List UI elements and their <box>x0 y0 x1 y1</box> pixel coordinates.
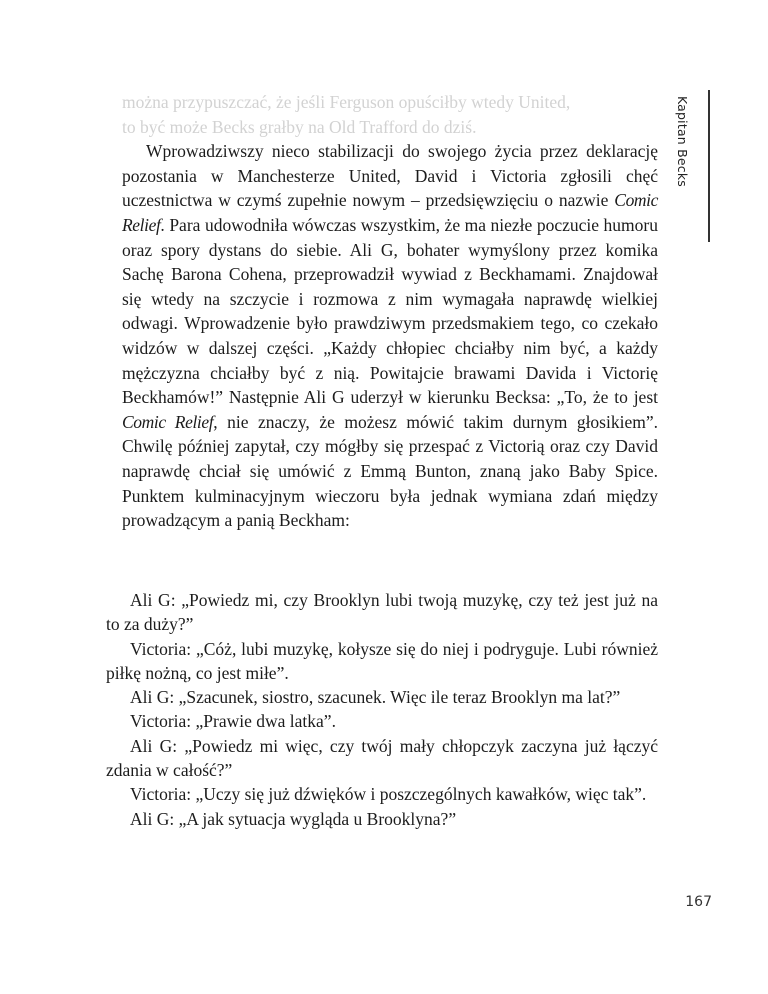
main-paragraph <box>122 139 658 533</box>
dialogue-line: Ali G: „Powiedz mi, czy Brooklyn lubi twoją muzykę, czy też jest już na to za duży?” <box>106 590 658 635</box>
running-head-rule <box>708 90 710 242</box>
faded-line-2: to być może Becks grałby na Old Trafford do dziś. <box>122 116 477 137</box>
dialogue-line: Ali G: „A jak sytuacja wygląda u Brooklyna?” <box>130 808 457 829</box>
dialogue-line: Victoria: „Cóż, lubi muzykę, kołysze się do niej i podryguje. Lubi również piłkę nożną, co jest miłe”. <box>106 638 658 683</box>
main-text <box>122 90 658 533</box>
paragraph-part-1: Wprowadziwszy nieco stabilizacji do swojego życia przez deklarację pozostania w Manchesterze United, David i Victoria zgłosili chęć uczestnictwa w czymś zupełnie nowym – przedsięwzięciu o nazwie <box>122 141 658 211</box>
paragraph-italic-title-2: Comic Relief <box>122 411 214 432</box>
dialogue-block <box>106 588 658 831</box>
dialogue-line: Victoria: „Prawie dwa latka”. <box>130 711 336 732</box>
dialogue-line: Victoria: „Uczy się już dźwięków i poszczególnych kawałków, więc tak”. <box>130 784 647 805</box>
paragraph-part-3: , nie znaczy, że możesz mówić takim durnym głosikiem”. Chwilę później zapytał, czy mógłby się przespać z Victorią oraz czy David naprawdę chciał się umówić z Emmą Bunton, znaną jako Baby Spice. Punktem kulminacyjnym wieczoru była jednak wymiana zdań między prowadzącym a panią Beckham: <box>122 411 658 531</box>
running-head-title: Kapitan Becks <box>675 96 690 187</box>
dialogue-line: Ali G: „Powiedz mi więc, czy twój mały chłopczyk zaczyna już łączyć zdania w całość?” <box>106 735 658 781</box>
paragraph-part-2: . Para udowodniła wówczas wszystkim, że ma niezłe poczucie humoru oraz spory dystans do siebie. Ali G, bohater wymyślony przez komika Sachę Barona Cohena, przeprowadził wywiad z Beckhamami. Znajdował się wtedy na szczycie i rozmowa z nim wymagała naprawdę wielkiej odwagi. Wprowadzenie było prawdziwym przedsmakiem tego, co czekało widzów w dalszej części. „Każdy chłopiec chciałby nim być, a każdy mężczyzna chciałby być z nią. Powitajcie brawami Davida i Victorię Beckhamów!” Następnie Ali G uderzył w kierunku Becksa: „To, że to jest <box>122 214 658 408</box>
dialogue-line: Ali G: „Szacunek, siostro, szacunek. Więc ile teraz Brooklyn ma lat?” <box>130 687 621 708</box>
faded-line-1: można przypuszczać, że jeśli Ferguson opuściłby wtedy United, <box>122 92 571 112</box>
paragraph-italic-title-1: Comic Relief <box>122 190 658 235</box>
page-number: 167 <box>685 894 712 910</box>
running-head <box>675 96 710 246</box>
